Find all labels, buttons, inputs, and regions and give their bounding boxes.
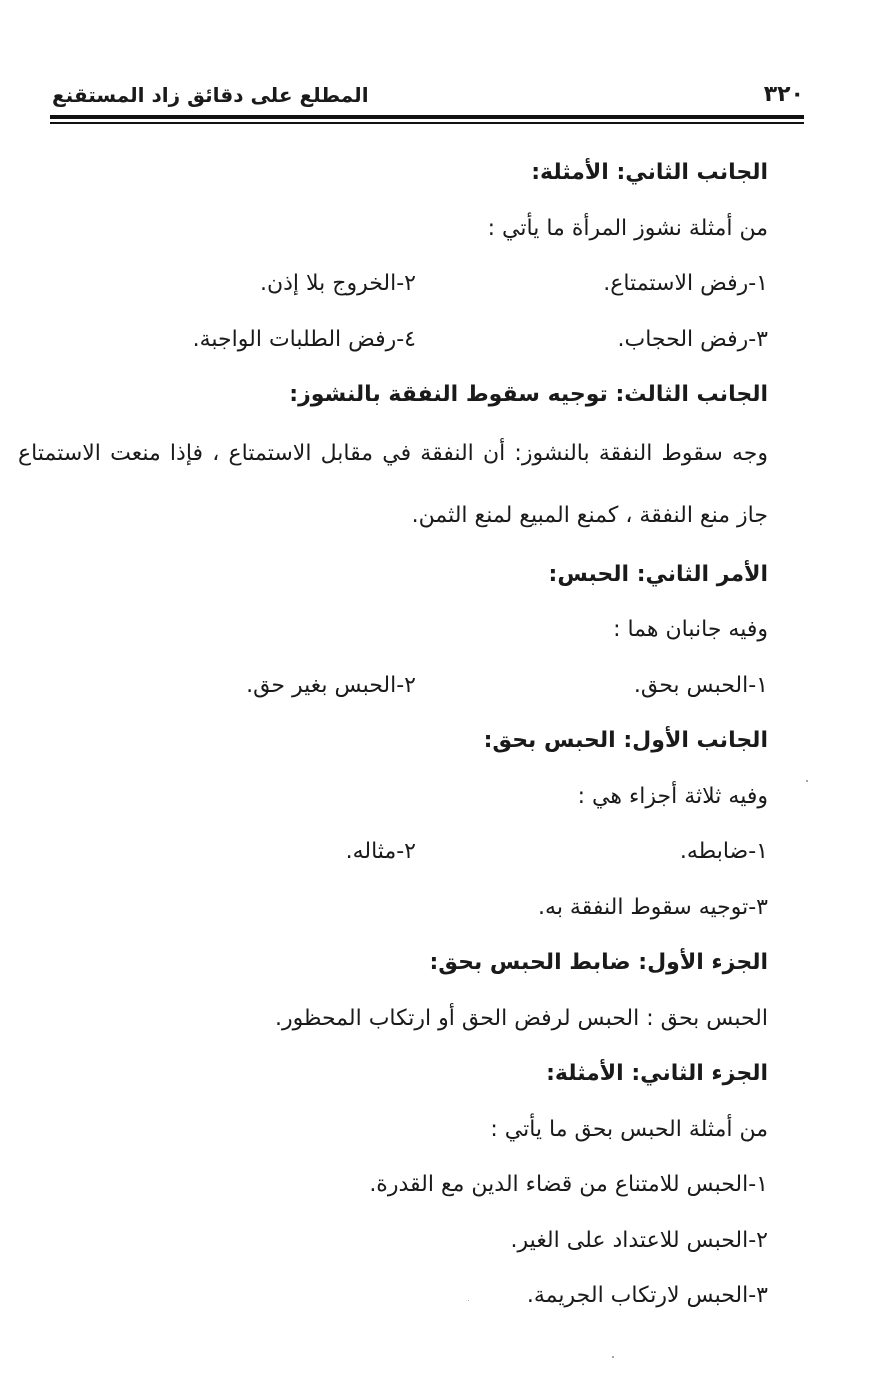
list-item: ١-ضابطه.: [679, 839, 768, 864]
scan-speck: [468, 1300, 469, 1301]
scan-speck: [806, 780, 808, 782]
section-heading-criterion: الجزء الأول: ضابط الحبس بحق:: [429, 950, 768, 975]
scan-speck: [612, 1356, 614, 1358]
header-rule-thick: [50, 115, 804, 119]
header-rule-thin: [50, 122, 804, 124]
section-heading-examples: الجانب الثاني: الأمثلة:: [531, 160, 768, 185]
section-heading-justification: الجانب الثالث: توجيه سقوط النفقة بالنشوز:: [289, 382, 768, 407]
intro-habs-sides: وفيه جانبان هما :: [613, 617, 768, 642]
list-item: ١-الحبس للامتناع من قضاء الدين مع القدرة.: [369, 1172, 768, 1197]
list-item: ١-الحبس بحق.: [633, 672, 768, 698]
definition-text: الحبس بحق : الحبس لرفض الحق أو ارتكاب المحظور.: [274, 1005, 768, 1031]
page-body: [18, 145, 768, 1324]
list-row: [52, 824, 768, 880]
list-item: ١-رفض الاستمتاع.: [603, 271, 768, 296]
list-item: ٤-رفض الطلبات الواجبة.: [192, 326, 416, 352]
book-title: المطلع على دقائق زاد المستقنع: [52, 83, 369, 107]
justification-paragraph: وجه سقوط النفقة بالنشوز: أن النفقة في مقابل الاستمتاع ، فإذا منعت الاستمتاع جاز منع النفقة ، كمنع المبيع لمنع الثمن.: [18, 440, 768, 528]
list-item: ٣-رفض الحجاب.: [617, 326, 768, 352]
list-row: [52, 312, 768, 368]
running-header: [52, 80, 804, 110]
list-item: ٢-الخروج بلا إذن.: [259, 271, 416, 296]
intro-habs-examples: من أمثلة الحبس بحق ما يأتي :: [490, 1116, 768, 1142]
list-item: ٢-الحبس للاعتداد على الغير.: [510, 1227, 768, 1253]
page-number: ٣٢٠: [763, 82, 804, 107]
list-item: ٢-الحبس بغير حق.: [246, 672, 416, 698]
intro-nushuz-examples: من أمثلة نشوز المرأة ما يأتي :: [487, 215, 768, 241]
intro-parts: وفيه ثلاثة أجزاء هي :: [577, 783, 768, 809]
section-heading-habs-rightful: الجانب الأول: الحبس بحق:: [483, 728, 768, 753]
section-heading-habs: الأمر الثاني: الحبس:: [548, 561, 768, 587]
list-row: [52, 256, 768, 312]
list-item: ٣-الحبس لارتكاب الجريمة.: [526, 1283, 768, 1308]
list-item: ٣-توجيه سقوط النفقة به.: [538, 894, 768, 920]
list-item: ٢-مثاله.: [345, 839, 416, 864]
section-heading-habs-examples: الجزء الثاني: الأمثلة:: [546, 1061, 768, 1086]
list-row: [52, 658, 768, 714]
